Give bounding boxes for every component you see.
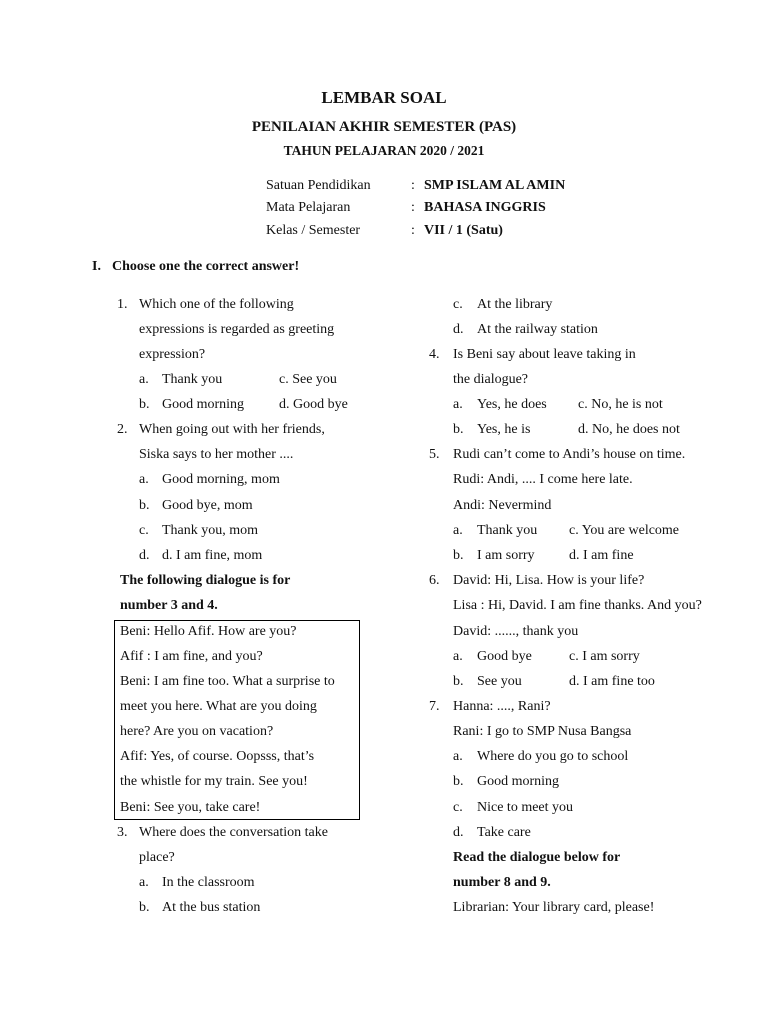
option-text: Good morning xyxy=(477,774,560,789)
question-text: When going out with her friends, xyxy=(139,422,325,437)
info-label-subject: Mata Pelajaran xyxy=(266,200,351,215)
option-letter: a. xyxy=(139,372,149,387)
question-text: Rudi: Andi, .... I come here late. xyxy=(453,472,633,487)
info-colon: : xyxy=(411,223,415,238)
option-text: Yes, he is xyxy=(477,422,531,437)
dialogue-line: meet you here. What are you doing xyxy=(120,699,317,714)
section-instruction: Choose one the correct answer! xyxy=(112,259,300,274)
option-letter: b. xyxy=(139,498,150,513)
option-letter: b. xyxy=(453,422,464,437)
option-letter: d. xyxy=(453,825,464,840)
question-text: expressions is regarded as greeting xyxy=(139,322,335,337)
info-value-subject: BAHASA INGGRIS xyxy=(424,200,546,215)
option-text: Thank you xyxy=(162,372,223,387)
option-letter: a. xyxy=(453,397,463,412)
option-letter: a. xyxy=(139,472,149,487)
option-text: Thank you, mom xyxy=(162,523,259,538)
question-text: Hanna: ...., Rani? xyxy=(453,699,551,714)
option-letter: c. xyxy=(139,523,149,538)
option-letter: d. xyxy=(139,548,150,563)
question-number: 2. xyxy=(117,422,128,437)
option-letter: c. xyxy=(453,297,463,312)
option-text: At the bus station xyxy=(162,900,261,915)
question-text: Is Beni say about leave taking in xyxy=(453,347,636,362)
question-text: Lisa : Hi, David. I am fine thanks. And you? xyxy=(453,598,702,613)
info-value-class: VII / 1 (Satu) xyxy=(424,223,503,238)
option-text: d. I am fine, mom xyxy=(162,548,263,563)
question-text: Siska says to her mother .... xyxy=(139,447,294,462)
question-text: David: Hi, Lisa. How is your life? xyxy=(453,573,645,588)
info-label-class: Kelas / Semester xyxy=(266,223,361,238)
option-text: Good morning, mom xyxy=(162,472,280,487)
question-text: Which one of the following xyxy=(139,297,294,312)
question-text: the dialogue? xyxy=(453,372,529,387)
option-letter: a. xyxy=(453,649,463,664)
option-text: c. You are welcome xyxy=(569,523,680,538)
dialogue-intro: Read the dialogue below for xyxy=(453,850,621,865)
option-letter: d. xyxy=(453,322,464,337)
question-text: expression? xyxy=(139,347,206,362)
dialogue-line: the whistle for my train. See you! xyxy=(120,774,308,789)
option-text: I am sorry xyxy=(477,548,535,563)
dialogue-line: Beni: See you, take care! xyxy=(120,800,261,815)
option-text: c. No, he is not xyxy=(578,397,663,412)
option-text: Good morning xyxy=(162,397,245,412)
option-letter: a. xyxy=(139,875,149,890)
option-text: At the railway station xyxy=(477,322,598,337)
option-text: At the library xyxy=(477,297,553,312)
option-text: d. I am fine too xyxy=(569,674,655,689)
question-text: David: ......, thank you xyxy=(453,624,579,639)
info-value-school: SMP ISLAM AL AMIN xyxy=(424,178,566,193)
option-text: Where do you go to school xyxy=(477,749,629,764)
option-letter: b. xyxy=(139,397,150,412)
question-number: 1. xyxy=(117,297,128,312)
dialogue-line: here? Are you on vacation? xyxy=(120,724,274,739)
option-text: d. I am fine xyxy=(569,548,634,563)
option-text: Yes, he does xyxy=(477,397,547,412)
dialogue-intro: number 3 and 4. xyxy=(120,598,218,613)
option-letter: b. xyxy=(453,548,464,563)
option-text: Thank you xyxy=(477,523,538,538)
question-number: 3. xyxy=(117,825,128,840)
option-text: In the classroom xyxy=(162,875,255,890)
question-text: place? xyxy=(139,850,175,865)
question-text: Where does the conversation take xyxy=(139,825,328,840)
question-number: 5. xyxy=(429,447,440,462)
option-text: d. Good bye xyxy=(279,397,348,412)
section-number: I. xyxy=(92,259,101,274)
dialogue-line: Librarian: Your library card, please! xyxy=(453,900,655,915)
question-number: 6. xyxy=(429,573,440,588)
page-title: LEMBAR SOAL xyxy=(321,88,447,107)
question-text: Andi: Nevermind xyxy=(453,498,552,513)
option-letter: a. xyxy=(453,749,463,764)
option-text: Take care xyxy=(477,825,531,840)
dialogue-intro: number 8 and 9. xyxy=(453,875,551,890)
option-text: See you xyxy=(477,674,522,689)
dialogue-line: Beni: Hello Afif. How are you? xyxy=(120,624,297,639)
option-letter: a. xyxy=(453,523,463,538)
dialogue-line: Afif : I am fine, and you? xyxy=(120,649,263,664)
option-text: d. No, he does not xyxy=(578,422,680,437)
option-letter: b. xyxy=(453,774,464,789)
option-text: Nice to meet you xyxy=(477,800,574,815)
dialogue-intro: The following dialogue is for xyxy=(120,573,291,588)
option-text: Good bye, mom xyxy=(162,498,253,513)
page-subtitle: PENILAIAN AKHIR SEMESTER (PAS) xyxy=(251,119,517,135)
option-text: Good bye xyxy=(477,649,532,664)
dialogue-line: Afif: Yes, of course. Oopsss, that’s xyxy=(120,749,315,764)
info-label-school: Satuan Pendidikan xyxy=(266,178,371,193)
question-number: 4. xyxy=(429,347,440,362)
option-letter: b. xyxy=(139,900,150,915)
dialogue-line: Beni: I am fine too. What a surprise to xyxy=(120,674,335,689)
question-number: 7. xyxy=(429,699,440,714)
question-text: Rani: I go to SMP Nusa Bangsa xyxy=(453,724,632,739)
info-colon: : xyxy=(411,178,415,193)
info-colon: : xyxy=(411,200,415,215)
question-text: Rudi can’t come to Andi’s house on time. xyxy=(453,447,686,462)
option-text: c. See you xyxy=(279,372,337,387)
option-letter: b. xyxy=(453,674,464,689)
academic-year: TAHUN PELAJARAN 2020 / 2021 xyxy=(283,143,485,158)
option-text: c. I am sorry xyxy=(569,649,640,664)
option-letter: c. xyxy=(453,800,463,815)
